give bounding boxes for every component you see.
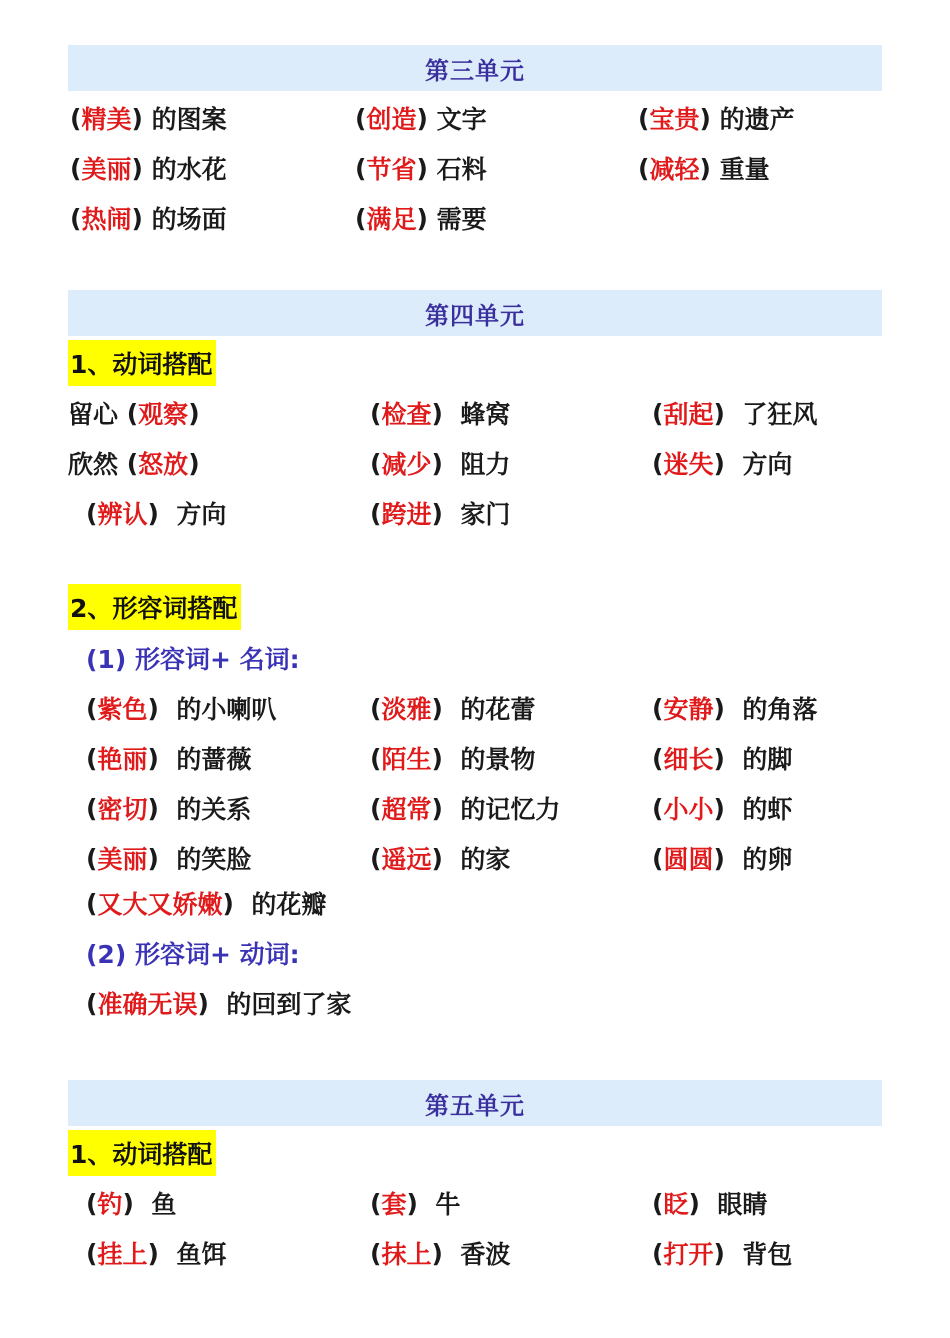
answer-word: 跨进	[381, 500, 432, 529]
phrase-rest: 的小喇叭	[176, 695, 277, 724]
answer-word: 钓	[97, 1190, 123, 1219]
phrase-rest: 的花蕾	[460, 695, 536, 724]
answer-word: 精美	[81, 105, 132, 134]
phrase-rest: 的角落	[742, 695, 818, 724]
unit3-header: 第三单元	[68, 45, 882, 91]
phrase-rest: 方向	[742, 450, 793, 479]
unit4-verb-7: ( 辨认 ) 方向	[86, 493, 226, 533]
phrase-prefix: 欣然	[68, 450, 119, 479]
unit3-item-1: ( 精美 ) 的图案	[70, 98, 227, 138]
phrase-rest: 的笑脸	[176, 845, 252, 874]
answer-word: 迷失	[663, 450, 714, 479]
unit5-verb-section-title: 1、动词搭配	[68, 1130, 216, 1176]
adj-noun-1: ( 紫色 ) 的小喇叭	[86, 688, 276, 728]
answer-word: 观察	[138, 400, 189, 429]
phrase-rest: 背包	[742, 1240, 793, 1269]
phrase-rest: 的蔷薇	[176, 745, 252, 774]
answer-word: 创造	[366, 105, 417, 134]
answer-word: 小小	[663, 795, 714, 824]
unit4-verb-8: ( 跨进 ) 家门	[370, 493, 510, 533]
unit3-item-7: ( 热闹 ) 的场面	[70, 198, 227, 238]
unit5-header: 第五单元	[68, 1080, 882, 1126]
answer-word: 圆圆	[663, 845, 714, 874]
phrase-rest: 的回到了家	[226, 990, 352, 1019]
phrase-rest: 的虾	[742, 795, 793, 824]
answer-word: 美丽	[81, 155, 132, 184]
answer-word: 减轻	[649, 155, 700, 184]
phrase-rest: 的脚	[742, 745, 793, 774]
unit5-verb-1: ( 钓 ) 鱼	[86, 1183, 176, 1223]
phrase-rest: 的花瓣	[251, 890, 327, 919]
answer-word: 密切	[97, 795, 148, 824]
answer-word: 淡雅	[381, 695, 432, 724]
phrase-rest: 方向	[176, 500, 227, 529]
unit5-verb-2: ( 套 ) 牛	[370, 1183, 460, 1223]
unit4-verb-6: ( 迷失 ) 方向	[652, 443, 792, 483]
phrase-rest: 需要	[436, 205, 487, 234]
phrase-rest: 牛	[435, 1190, 461, 1219]
unit4-verb-5: ( 减少 ) 阻力	[370, 443, 510, 483]
answer-word: 热闹	[81, 205, 132, 234]
adj-noun-subtitle: (1) 形容词+ 名词:	[86, 645, 300, 674]
phrase-rest: 的场面	[151, 205, 227, 234]
answer-word: 美丽	[97, 845, 148, 874]
phrase-rest: 阻力	[460, 450, 511, 479]
unit3-item-3: ( 宝贵 ) 的遗产	[638, 98, 795, 138]
adj-noun-3: ( 安静 ) 的角落	[652, 688, 817, 728]
adj-verb-1: ( 准确无误 ) 的回到了家	[86, 983, 351, 1023]
unit5-verb-6: ( 打开 ) 背包	[652, 1233, 792, 1273]
phrase-rest: 家门	[460, 500, 511, 529]
phrase-rest: 鱼饵	[176, 1240, 227, 1269]
answer-word: 陌生	[381, 745, 432, 774]
adj-verb-subtitle: (2) 形容词+ 动词:	[86, 940, 300, 969]
answer-word: 宝贵	[649, 105, 700, 134]
phrase-rest: 的图案	[151, 105, 227, 134]
answer-word: 检查	[381, 400, 432, 429]
adj-noun-5: ( 陌生 ) 的景物	[370, 738, 535, 778]
answer-word: 套	[381, 1190, 407, 1219]
phrase-rest: 的卵	[742, 845, 793, 874]
unit4-header: 第四单元	[68, 290, 882, 336]
unit5-verb-3: ( 眨 ) 眼睛	[652, 1183, 767, 1223]
answer-word: 准确无误	[97, 990, 198, 1019]
unit4-verb-2: ( 检查 ) 蜂窝	[370, 393, 510, 433]
phrase-rest: 蜂窝	[460, 400, 511, 429]
answer-word: 又大又娇嫩	[97, 890, 223, 919]
unit3-item-8: ( 满足 ) 需要	[355, 198, 487, 238]
phrase-rest: 眼睛	[717, 1190, 768, 1219]
unit5-verb-5: ( 抹上 ) 香波	[370, 1233, 510, 1273]
adj-noun-7: ( 密切 ) 的关系	[86, 788, 251, 828]
unit4-verb-4: 欣然 ( 怒放 )	[68, 443, 200, 483]
adj-noun-6: ( 细长 ) 的脚	[652, 738, 792, 778]
unit3-item-2: ( 创造 ) 文字	[355, 98, 487, 138]
adj-noun-9: ( 小小 ) 的虾	[652, 788, 792, 828]
answer-word: 细长	[663, 745, 714, 774]
answer-word: 超常	[381, 795, 432, 824]
unit3-item-6: ( 减轻 ) 重量	[638, 148, 770, 188]
unit4-adj-section-title: 2、形容词搭配	[68, 584, 241, 630]
adj-noun-12: ( 圆圆 ) 的卵	[652, 838, 792, 878]
answer-word: 艳丽	[97, 745, 148, 774]
phrase-rest: 的水花	[151, 155, 227, 184]
answer-word: 打开	[663, 1240, 714, 1269]
unit3-item-4: ( 美丽 ) 的水花	[70, 148, 227, 188]
answer-word: 节省	[366, 155, 417, 184]
phrase-rest: 的记忆力	[460, 795, 561, 824]
answer-word: 辨认	[97, 500, 148, 529]
answer-word: 安静	[663, 695, 714, 724]
answer-word: 满足	[366, 205, 417, 234]
answer-word: 眨	[663, 1190, 689, 1219]
answer-word: 紫色	[97, 695, 148, 724]
unit4-verb-1: 留心 ( 观察 )	[68, 393, 200, 433]
answer-word: 遥远	[381, 845, 432, 874]
unit3-item-5: ( 节省 ) 石料	[355, 148, 487, 188]
adj-noun-2: ( 淡雅 ) 的花蕾	[370, 688, 535, 728]
adj-noun-11: ( 遥远 ) 的家	[370, 838, 510, 878]
phrase-rest: 的遗产	[719, 105, 795, 134]
adj-noun-13: ( 又大又娇嫩 ) 的花瓣	[86, 883, 326, 923]
adj-noun-8: ( 超常 ) 的记忆力	[370, 788, 560, 828]
adj-noun-4: ( 艳丽 ) 的蔷薇	[86, 738, 251, 778]
phrase-rest: 重量	[719, 155, 770, 184]
phrase-rest: 了狂风	[742, 400, 818, 429]
unit4-verb-3: ( 刮起 ) 了狂风	[652, 393, 817, 433]
phrase-rest: 文字	[436, 105, 487, 134]
answer-word: 刮起	[663, 400, 714, 429]
phrase-rest: 鱼	[151, 1190, 177, 1219]
answer-word: 挂上	[97, 1240, 148, 1269]
phrase-rest: 石料	[436, 155, 487, 184]
answer-word: 怒放	[138, 450, 189, 479]
adj-noun-10: ( 美丽 ) 的笑脸	[86, 838, 251, 878]
phrase-rest: 的关系	[176, 795, 252, 824]
phrase-prefix: 留心	[68, 400, 119, 429]
unit5-verb-4: ( 挂上 ) 鱼饵	[86, 1233, 226, 1273]
phrase-rest: 香波	[460, 1240, 511, 1269]
answer-word: 减少	[381, 450, 432, 479]
phrase-rest: 的家	[460, 845, 511, 874]
unit4-verb-section-title: 1、动词搭配	[68, 340, 216, 386]
answer-word: 抹上	[381, 1240, 432, 1269]
phrase-rest: 的景物	[460, 745, 536, 774]
